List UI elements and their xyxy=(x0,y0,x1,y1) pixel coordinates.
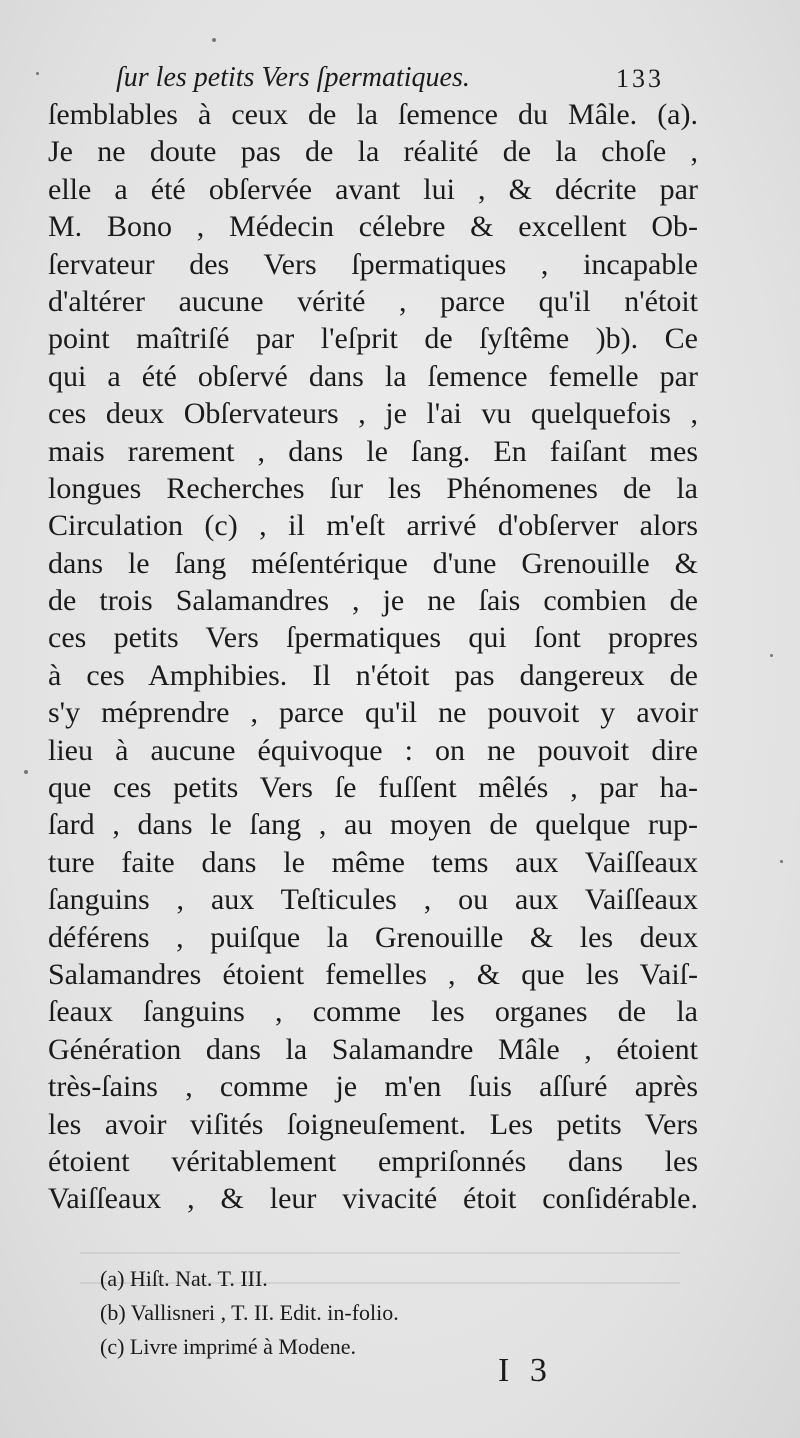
text-line: longues Recherches ſur les Phénomenes de la xyxy=(48,471,698,505)
text-line: ſard , dans le ſang , au moyen de quelque rup- xyxy=(48,808,698,842)
text-line: à ces Amphibies. Il n'étoit pas dangereux de xyxy=(48,658,698,692)
text-line: Génération dans la Salamandre Mâle , étoient xyxy=(48,1032,698,1066)
text-line: point maîtriſé par l'eſprit de ſyſtême )b). Ce xyxy=(48,322,698,356)
paper-speck xyxy=(770,654,773,657)
text-line: ſemblables à ceux de la ſemence du Mâle. (a). xyxy=(48,98,698,131)
paper-speck xyxy=(24,770,28,774)
text-line: ſervateur des Vers ſpermatiques , incapable xyxy=(48,247,698,281)
text-line: Je ne doute pas de la réalité de la choſe , xyxy=(48,135,698,169)
footnotes xyxy=(100,1262,580,1364)
text-line: très-ſains , comme je m'en ſuis aſſuré après xyxy=(48,1070,698,1104)
text-line: déférens , puiſque la Grenouille & les deux xyxy=(48,920,698,954)
text-line: elle a été obſervée avant lui , & décrite par xyxy=(48,172,698,206)
text-line: dans le ſang méſentérique d'une Grenouille & xyxy=(48,546,698,580)
text-line: ces deux Obſervateurs , je l'ai vu quelquefois , xyxy=(48,397,698,431)
text-line: Salamandres étoient femelles , & que les Vaiſ- xyxy=(48,957,698,991)
running-head: ſur les petits Vers ſpermatiques. xyxy=(116,62,470,93)
body-text xyxy=(48,96,698,1218)
text-line: ture faite dans le même tems aux Vaiſſeaux xyxy=(48,845,698,879)
footnote-b: (b) Vallisneri , T. II. Edit. in-folio. xyxy=(100,1300,399,1325)
text-line: ſanguins , aux Teſticules , ou aux Vaiſſeaux xyxy=(48,883,698,917)
text-line: de trois Salamandres , je ne ſais combien de xyxy=(48,584,698,618)
footnote-a: (a) Hiſt. Nat. T. III. xyxy=(100,1266,268,1291)
paper-speck xyxy=(212,38,216,42)
text-line: M. Bono , Médecin célebre & excellent Ob- xyxy=(48,210,698,244)
text-line: mais rarement , dans le ſang. En faiſant mes xyxy=(48,434,698,468)
text-line: ſeaux ſanguins , comme les organes de la xyxy=(48,995,698,1029)
text-line: lieu à aucune équivoque : on ne pouvoit dire xyxy=(48,733,698,767)
text-line: étoient véritablement empriſonnés dans les xyxy=(48,1144,698,1178)
paper-speck xyxy=(36,72,39,75)
text-line: que ces petits Vers ſe fuſſent mêlés , par ha- xyxy=(48,771,698,805)
text-line: Vaiſſeaux , & leur vivacité étoit conſidérable. xyxy=(48,1182,698,1216)
text-line: qui a été obſervé dans la ſemence femelle par xyxy=(48,359,698,393)
signature-mark: I 3 xyxy=(498,1352,553,1389)
footnote-c: (c) Livre imprimé à Modene. xyxy=(100,1334,356,1359)
text-line: ces petits Vers ſpermatiques qui ſont propres xyxy=(48,621,698,655)
text-line: d'altérer aucune vérité , parce qu'il n'étoit xyxy=(48,284,698,318)
page-number: 133 xyxy=(616,64,664,93)
text-line: les avoir viſités ſoigneuſement. Les petits Vers xyxy=(48,1107,698,1141)
text-line: Circulation (c) , il m'eſt arrivé d'obſerver alors xyxy=(48,509,698,543)
paper-speck xyxy=(780,860,783,863)
text-line: s'y méprendre , parce qu'il ne pouvoit y avoir xyxy=(48,696,698,730)
